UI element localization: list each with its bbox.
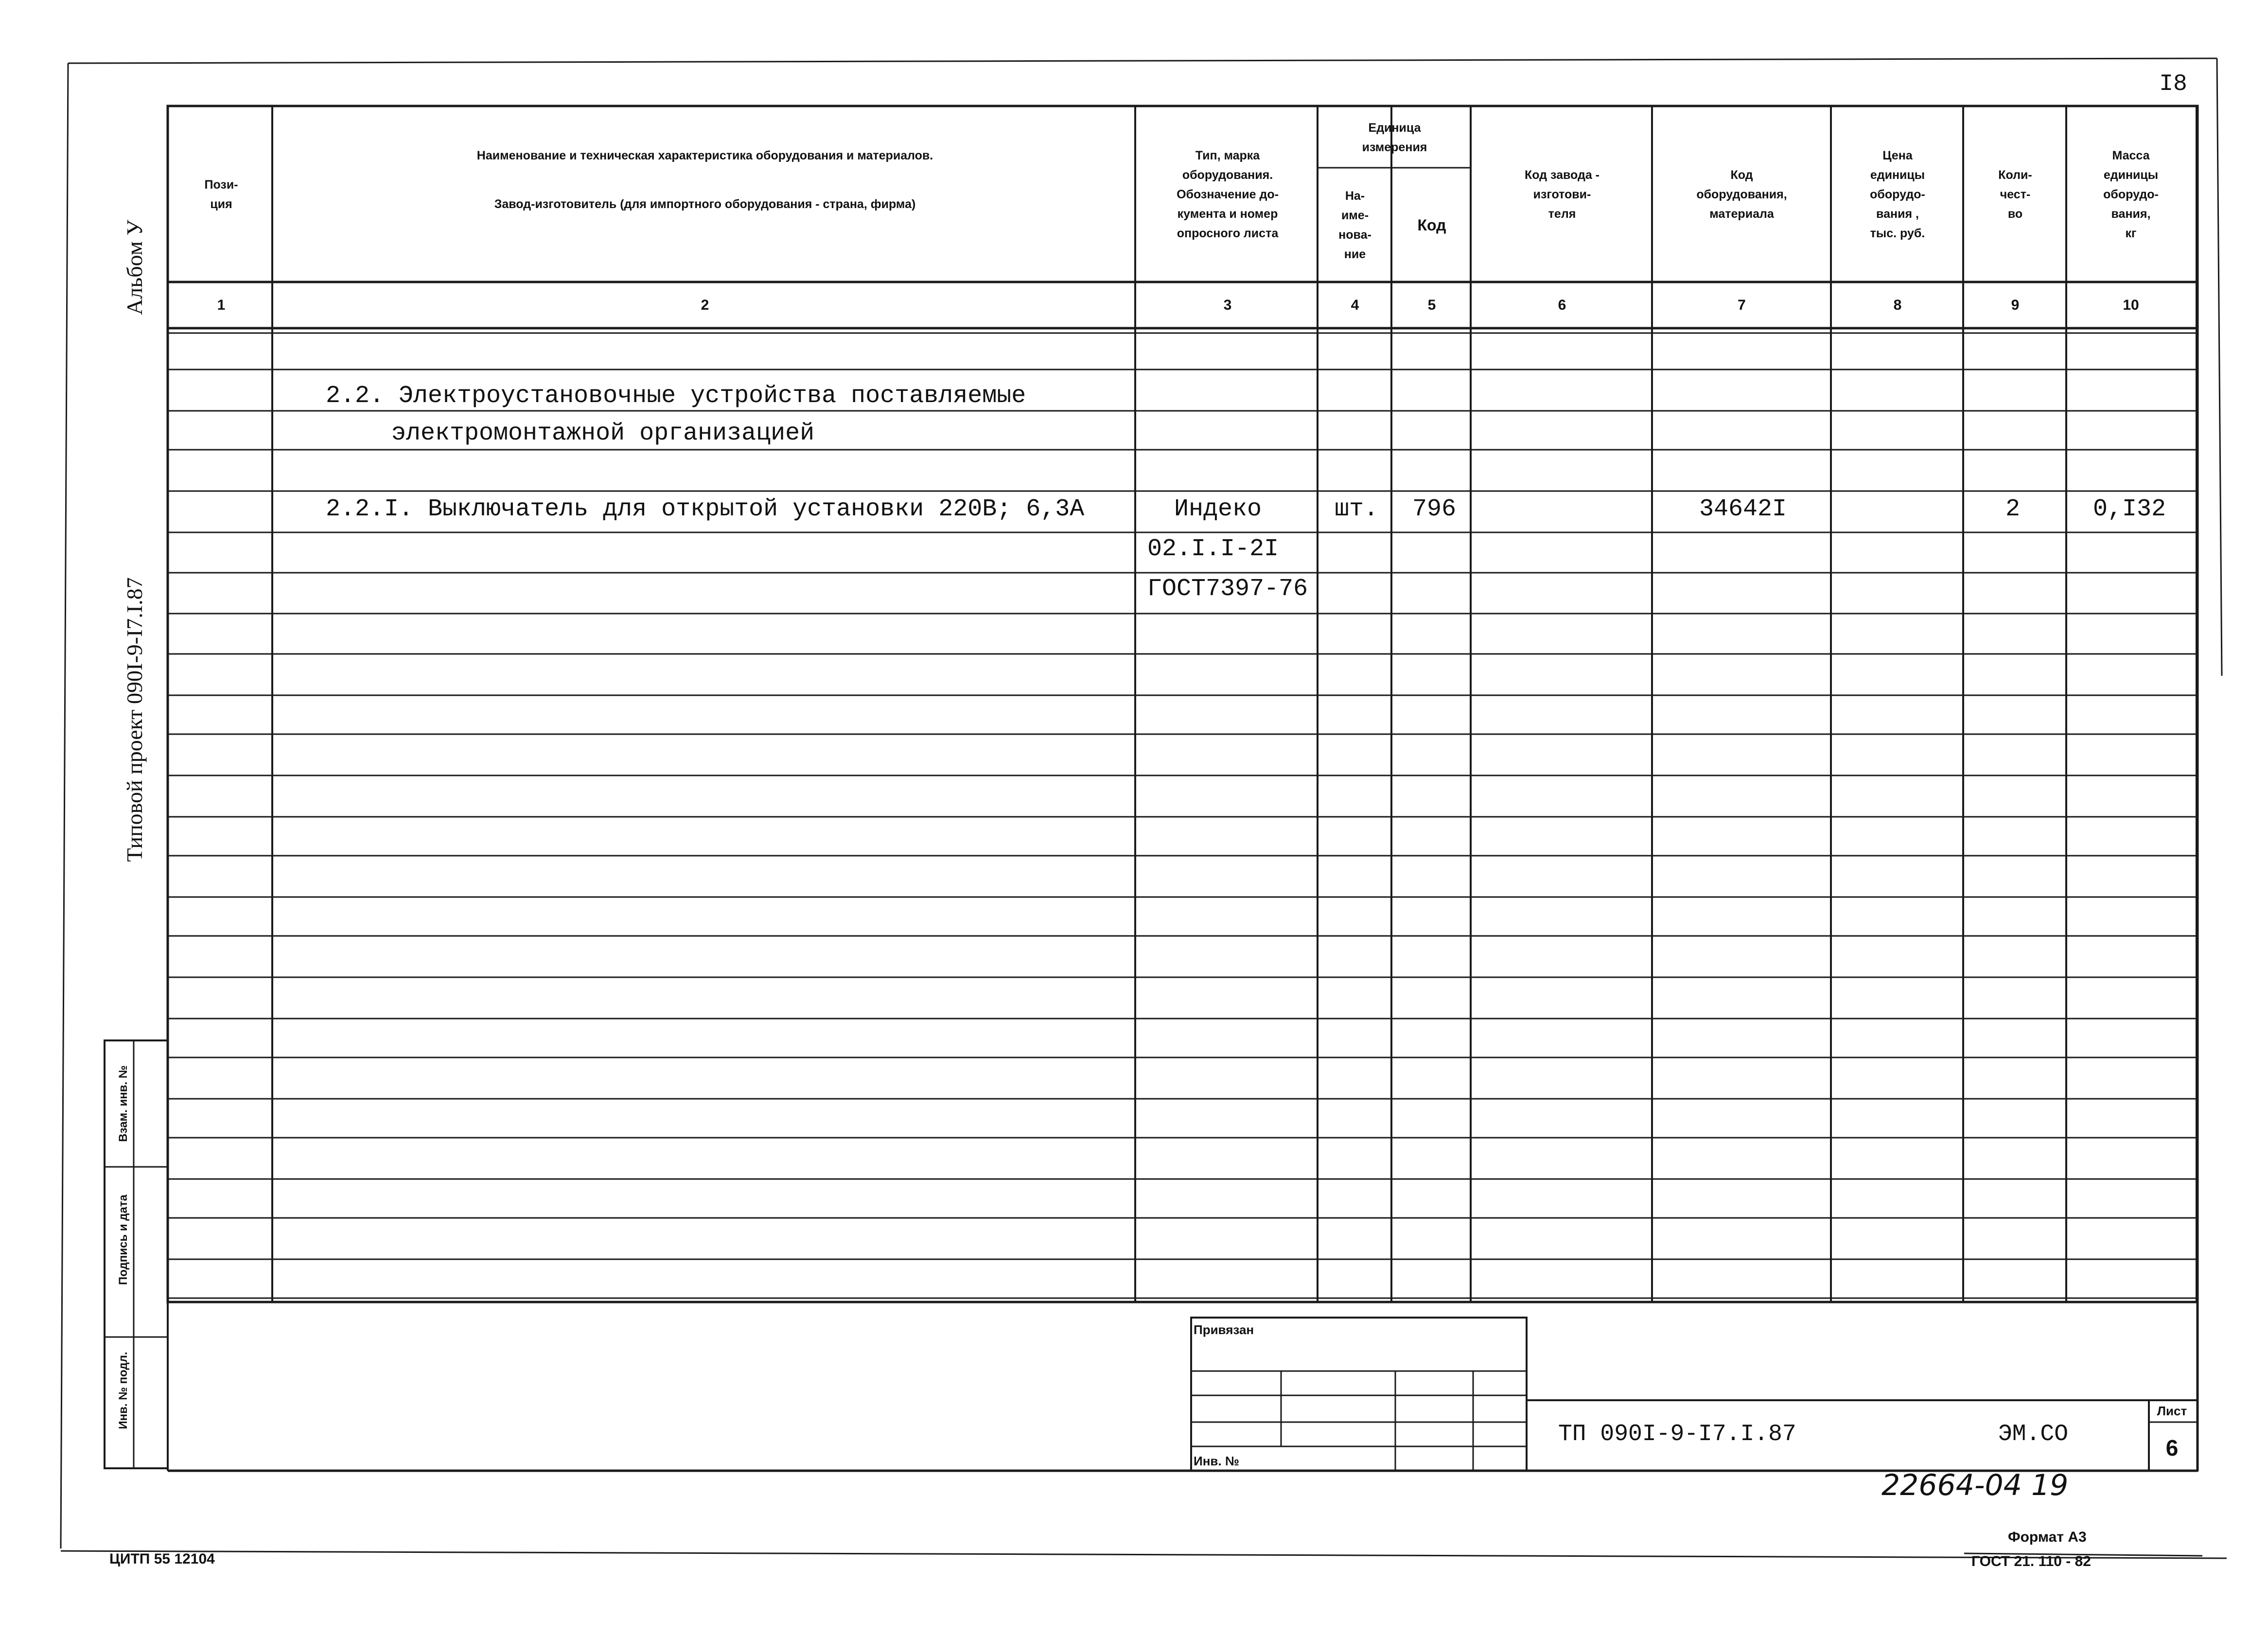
header-maker-code: Код завода - изготови- теля — [1524, 168, 1600, 221]
section-title-line2: электромонтажной организацией — [391, 420, 815, 447]
section-title-line1: 2.2. Электроустановочные устройства поставляемые — [326, 382, 1026, 410]
column-number: 10 — [2123, 297, 2139, 313]
footer-gost: ГОСТ 21. 110 - 82 — [1971, 1553, 2091, 1569]
item-unit-name: шт. — [1335, 495, 1379, 523]
column-number: 1 — [217, 297, 226, 313]
side-album-label: Альбом У — [122, 220, 147, 315]
column-number: 4 — [1351, 297, 1359, 313]
corner-sheet-number: I8 — [2159, 71, 2187, 97]
item-unit-code: 796 — [1412, 495, 1457, 523]
footer-format: Формат А3 — [2008, 1529, 2087, 1545]
stamp-code: ЭМ.СО — [1998, 1421, 2069, 1447]
header-position: Пози- ция — [204, 178, 238, 211]
column-number: 9 — [2011, 297, 2020, 313]
header-quantity: Коли- чест- во — [1998, 168, 2032, 221]
item-type-line3: ГОСТ7397-76 — [1147, 575, 1308, 603]
header-unit-code: Код — [1417, 216, 1446, 234]
item-name: 2.2.I. Выключатель для открытой установки 220В; 6,3А — [326, 495, 1085, 523]
item-quantity: 2 — [2005, 495, 2021, 523]
header-name-line1: Наименование и техническая характеристика оборудования и материалов. — [476, 149, 933, 162]
item-type-line2: 02.I.I-2I — [1147, 535, 1279, 563]
side-project-label: Типовой проект 090I-9-I7.I.87 — [122, 577, 147, 862]
stamp-designation: ТП 090I-9-I7.I.87 — [1558, 1421, 1796, 1447]
side-inv-podl-label: Инв. № подл. — [117, 1352, 130, 1429]
item-type-line1: Индеко — [1174, 495, 1262, 523]
stamp-inv-no: Инв. № — [1194, 1454, 1239, 1468]
handwritten-number: 22664-04 19 — [1881, 1468, 2069, 1502]
item-mass: 0,I32 — [2093, 495, 2166, 523]
column-number: 8 — [1893, 297, 1902, 313]
stamp-box — [1191, 1318, 1527, 1471]
header-type-mark: Тип, марка оборудования. Обозначение до- кумента и номер опросного листа — [1177, 149, 1279, 240]
sheet-bottom-edge — [61, 1551, 2227, 1558]
header-unit-group: Единица измерения — [1362, 121, 1427, 154]
side-podpis-data-label: Подпись и дата — [117, 1195, 130, 1285]
column-number: 2 — [701, 297, 709, 313]
stamp-sheet-number: 6 — [2165, 1435, 2179, 1461]
left-title-block — [105, 1040, 168, 1468]
side-vzam-inv-label: Взам. инв. № — [117, 1065, 130, 1142]
header-unit-name: На- име- нова- ние — [1338, 189, 1371, 261]
sheet-top-edge — [68, 58, 2217, 63]
column-number: 5 — [1427, 297, 1436, 313]
column-number: 6 — [1558, 297, 1566, 313]
footer-left-code: ЦИТП 55 12104 — [109, 1551, 215, 1567]
sheet-right-edge — [2217, 58, 2222, 676]
sheet-left-edge — [61, 63, 68, 1549]
column-number: 7 — [1738, 297, 1746, 313]
header-name-line2: Завод-изготовитель (для импортного оборудования - страна, фирма) — [494, 197, 916, 211]
header-equipment-code: Код оборудования, материала — [1696, 168, 1787, 221]
header-mass: Масса единицы оборудо- вания, кг — [2103, 149, 2159, 240]
column-number: 3 — [1223, 297, 1232, 313]
header-price: Цена единицы оборудо- вания , тыс. руб. — [1870, 149, 1925, 240]
stamp-sheet-label: Лист — [2157, 1404, 2187, 1418]
stamp-privyazan: Привязан — [1194, 1322, 1254, 1337]
item-equipment-code: 34642I — [1699, 495, 1787, 523]
